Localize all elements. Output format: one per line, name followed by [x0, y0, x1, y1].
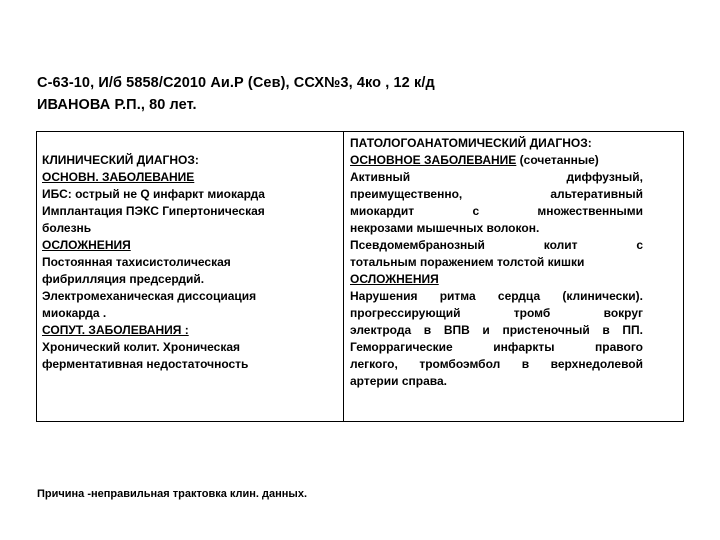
clinical-main-line: ИБС: острый не Q инфаркт миокарда: [42, 187, 265, 201]
clinical-complication-line: Электромеханическая диссоциация: [42, 289, 257, 303]
pathology-complication-line: прогрессирующий тромб вокруг: [350, 306, 643, 320]
clinical-diagnosis-cell: [42, 152, 334, 373]
clinical-main-line: Имплантация ПЭКС Гипертоническая: [42, 204, 265, 218]
clinical-concomitant-line: ферментативная недостаточность: [42, 357, 249, 371]
pathology-complication-line: Геморрагические инфаркты правого: [350, 340, 643, 354]
pathology-main-line: Активный диффузный,: [350, 170, 643, 184]
pathology-main-line: Псевдомембранозный колит с: [350, 238, 643, 252]
clinical-complications-heading: ОСЛОЖНЕНИЯ: [42, 238, 131, 252]
clinical-diagnosis-title: КЛИНИЧЕСКИЙ ДИАГНОЗ:: [42, 153, 199, 167]
column-divider: [343, 132, 344, 421]
patient-name-age: ИВАНОВА Р.П., 80 лет.: [37, 97, 197, 113]
case-reference: С-63-10, И/б 5858/С2010 Аи.Р (Сев), ССХ№3, 4ко , 12 к/д: [37, 75, 435, 91]
pathology-main-disease-heading: ОСНОВНОЕ ЗАБОЛЕВАНИЕ: [350, 153, 517, 167]
clinical-main-disease-heading: ОСНОВН. ЗАБОЛЕВАНИЕ: [42, 170, 195, 184]
clinical-main-line: болезнь: [42, 221, 92, 235]
pathology-main-line: миокардит с множественными: [350, 204, 643, 218]
case-header: [37, 72, 435, 116]
clinical-complication-line: Постоянная тахисистолическая: [42, 255, 231, 269]
pathology-main-disease-heading-row: [350, 152, 643, 169]
pathology-diagnosis-cell: [350, 135, 643, 390]
pathology-main-line: преимущественно, альтеративный: [350, 187, 643, 201]
pathology-complication-line: артерии справа.: [350, 374, 447, 388]
pathology-main-line: тотальным поражением толстой кишки: [350, 255, 585, 269]
pathology-complication-line: Нарушения ритма сердца (клинически).: [350, 289, 643, 303]
clinical-complication-line: миокарда .: [42, 306, 107, 320]
cause-note: Причина -неправильная трактовка клин. данных.: [37, 488, 308, 500]
pathology-complication-line: легкого, тромбоэмбол в верхнедолевой: [350, 357, 643, 371]
pathology-diagnosis-title: ПАТОЛОГОАНАТОМИЧЕСКИЙ ДИАГНОЗ:: [350, 136, 592, 150]
pathology-complications-heading: ОСЛОЖНЕНИЯ: [350, 272, 439, 286]
pathology-main-line: некрозами мышечных волокон.: [350, 221, 540, 235]
pathology-complication-line: электрода в ВПВ и пристеночный в ПП.: [350, 323, 643, 337]
diagnosis-comparison-table: [36, 131, 684, 422]
clinical-concomitant-heading: СОПУТ. ЗАБОЛЕВАНИЯ :: [42, 323, 189, 337]
clinical-complication-line: фибрилляция предсердий.: [42, 272, 205, 286]
pathology-main-disease-suffix: (сочетанные): [516, 153, 599, 167]
clinical-concomitant-line: Хронический колит. Хроническая: [42, 340, 241, 354]
